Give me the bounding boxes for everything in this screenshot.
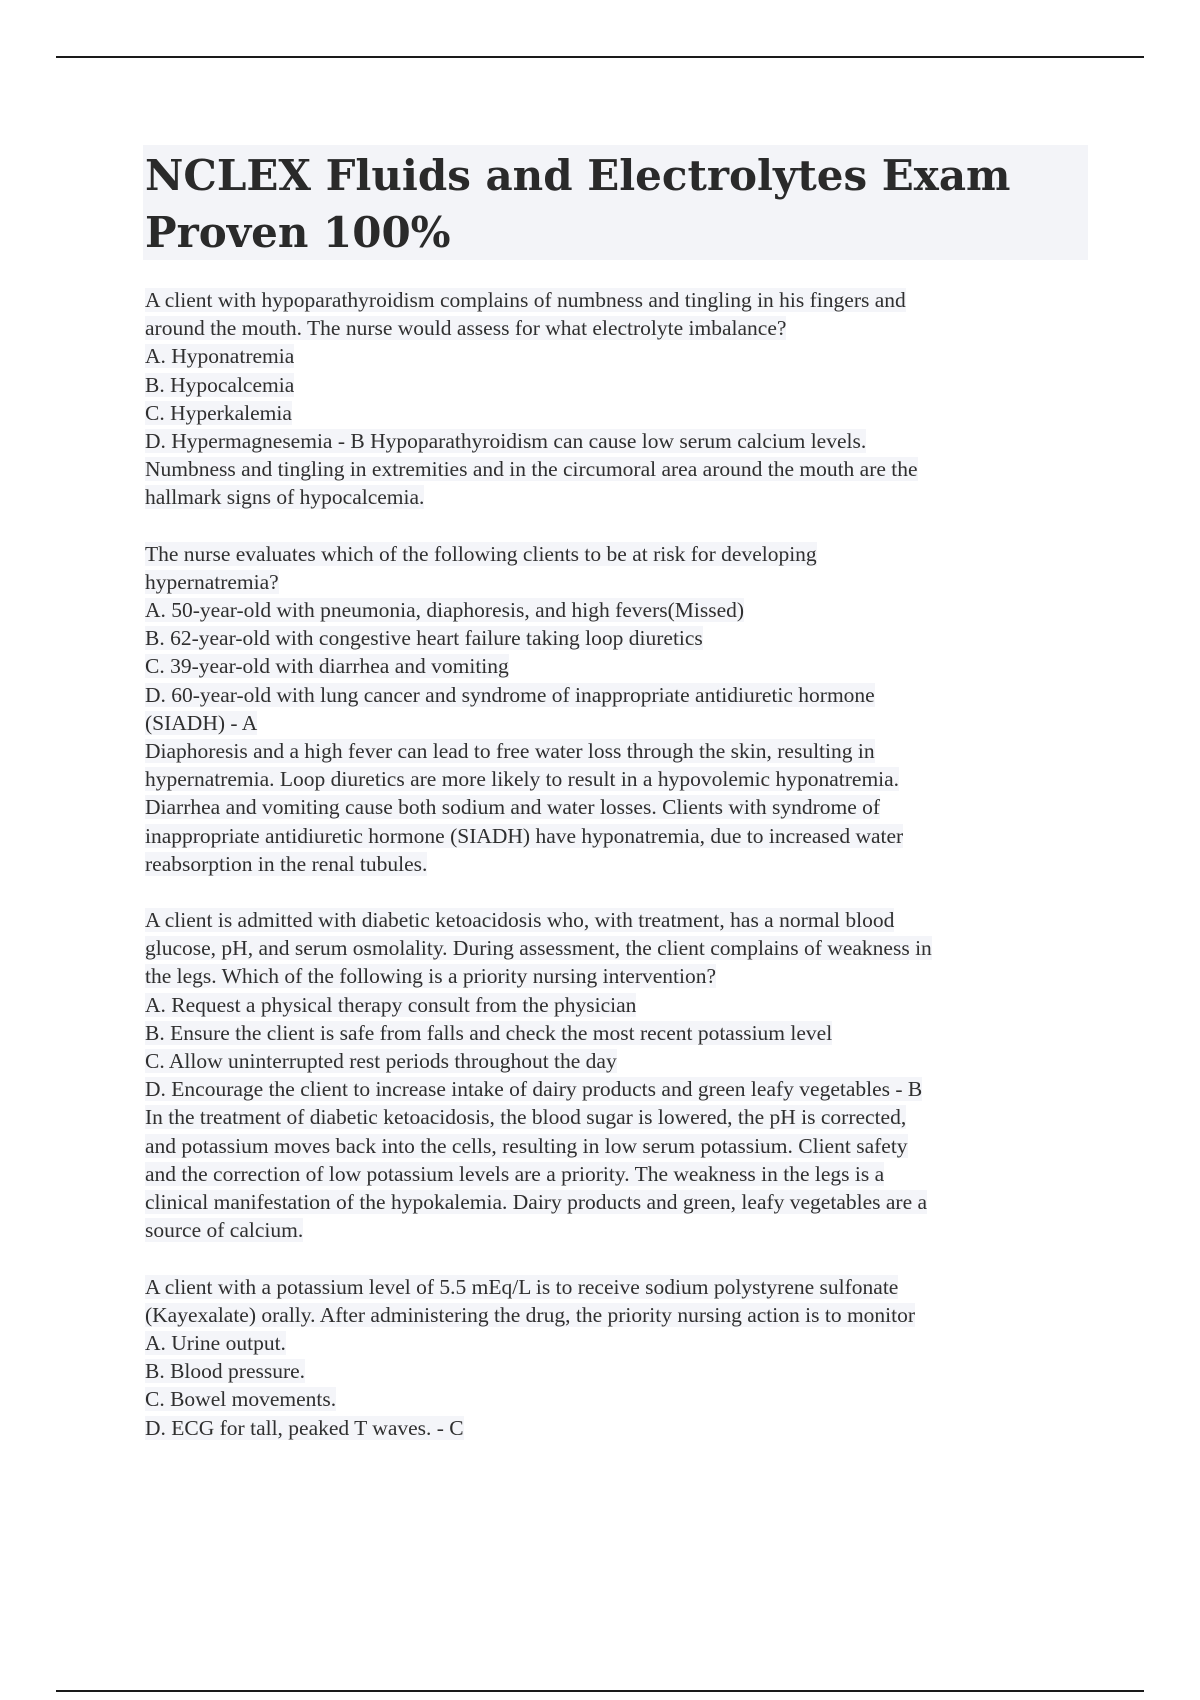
- document-title: [143, 145, 1088, 261]
- text-line: inappropriate antidiuretic hormone (SIADH) have hyponatremia, due to increased water: [145, 823, 904, 848]
- question-block: [145, 286, 1085, 512]
- answer-option: A. Urine output.: [145, 1330, 286, 1355]
- answer-option: D. Encourage the client to increase intake of dairy products and green leafy vegetables - B: [145, 1077, 923, 1102]
- text-line: and potassium moves back into the cells, resulting in low serum potassium. Client safety: [145, 1133, 908, 1158]
- answer-option: D. ECG for tall, peaked T waves. - C: [145, 1415, 464, 1440]
- question-block: [145, 1273, 1085, 1442]
- title-line: Proven 100%: [145, 208, 451, 257]
- text-line: around the mouth. The nurse would assess for what electrolyte imbalance?: [145, 316, 787, 341]
- header-rule: [56, 56, 1144, 58]
- text-line: source of calcium.: [145, 1218, 304, 1243]
- answer-option: B. Ensure the client is safe from falls and check the most recent potassium level: [145, 1020, 833, 1045]
- answer-option: B. 62-year-old with congestive heart failure taking loop diuretics: [145, 626, 703, 651]
- answer-option: A. Hyponatremia: [145, 344, 295, 369]
- text-line: Diarrhea and vomiting cause both sodium and water losses. Clients with syndrome of: [145, 795, 881, 820]
- text-line: In the treatment of diabetic ketoacidosis, the blood sugar is lowered, the pH is corrected,: [145, 1105, 907, 1130]
- answer-option: C. 39-year-old with diarrhea and vomiting: [145, 654, 509, 679]
- text-line: hallmark signs of hypocalcemia.: [145, 485, 425, 510]
- title-block: [143, 145, 1088, 260]
- text-line: A client with hypoparathyroidism complains of numbness and tingling in his fingers and: [145, 288, 906, 312]
- answer-option: C. Hyperkalemia: [145, 400, 292, 425]
- answer-option: D. 60-year-old with lung cancer and syndrome of inappropriate antidiuretic hormone: [145, 682, 875, 707]
- text-line: (SIADH) - A: [145, 710, 258, 735]
- footer-rule: [56, 1690, 1144, 1692]
- text-line: reabsorption in the renal tubules.: [145, 851, 428, 876]
- text-line: A client is admitted with diabetic ketoacidosis who, with treatment, has a normal blood: [145, 908, 895, 933]
- text-line: clinical manifestation of the hypokalemia. Dairy products and green, leafy vegetables are a: [145, 1190, 928, 1215]
- text-line: hypernatremia?: [145, 569, 279, 594]
- text-line: The nurse evaluates which of the following clients to be at risk for developing: [145, 541, 817, 566]
- answer-option: A. Request a physical therapy consult from the physician: [145, 992, 637, 1017]
- answer-option: D. Hypermagnesemia - B Hypoparathyroidism can cause low serum calcium levels.: [145, 429, 867, 454]
- question-block: [145, 906, 1085, 1244]
- text-line: (Kayexalate) orally. After administering the drug, the priority nursing action is to monitor: [145, 1302, 916, 1327]
- answer-option: B. Blood pressure.: [145, 1359, 306, 1384]
- answer-option: C. Allow uninterrupted rest periods throughout the day: [145, 1049, 617, 1074]
- text-line: and the correction of low potassium levels are a priority. The weakness in the legs is a: [145, 1161, 885, 1186]
- answer-option: B. Hypocalcemia: [145, 372, 295, 397]
- question-block: [145, 540, 1085, 878]
- text-line: A client with a potassium level of 5.5 mEq/L is to receive sodium polystyrene sulfonate: [145, 1274, 899, 1299]
- document-body: [145, 286, 1085, 1470]
- title-line: NCLEX Fluids and Electrolytes Exam: [145, 151, 1011, 200]
- text-line: hypernatremia. Loop diuretics are more likely to result in a hypovolemic hyponatremia.: [145, 767, 900, 792]
- text-line: Diaphoresis and a high fever can lead to free water loss through the skin, resulting in: [145, 739, 875, 764]
- text-line: glucose, pH, and serum osmolality. During assessment, the client complains of weakness in: [145, 936, 932, 961]
- text-line: Numbness and tingling in extremities and in the circumoral area around the mouth are the: [145, 457, 918, 482]
- answer-option: C. Bowel movements.: [145, 1387, 337, 1412]
- answer-option: A. 50-year-old with pneumonia, diaphoresis, and high fevers(Missed): [145, 598, 745, 623]
- text-line: the legs. Which of the following is a priority nursing intervention?: [145, 964, 717, 989]
